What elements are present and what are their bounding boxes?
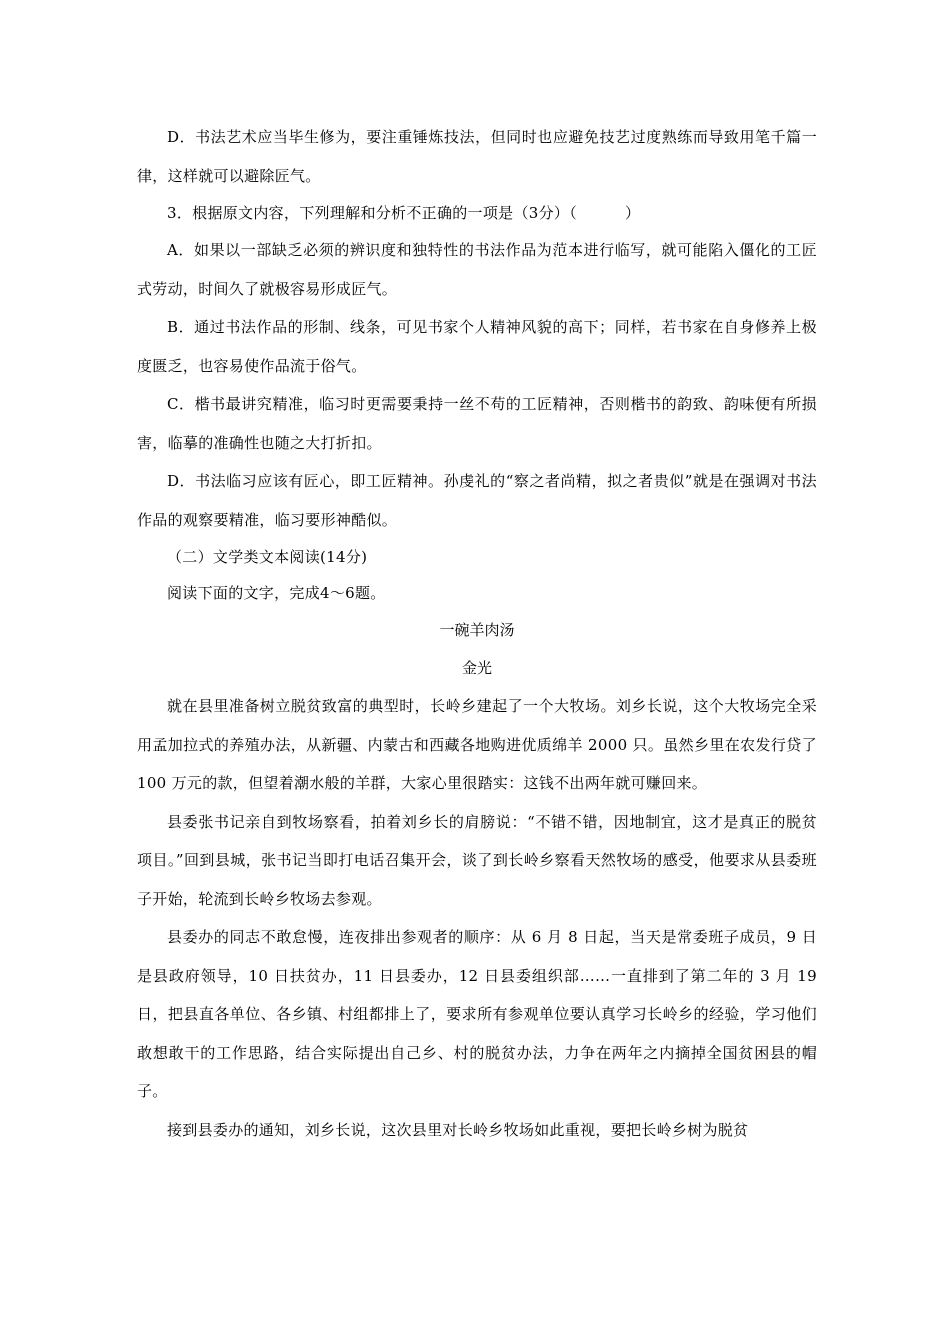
question2-option-d: D．书法艺术应当毕生修为，要注重锤炼技法，但同时也应避免技艺过度熟练而导致用笔千篇一律，这样就可以避除匠气。 [137, 128, 817, 185]
question3-stem-text: 3．根据原文内容，下列理解和分析不正确的一项是（3分）（ [167, 204, 577, 222]
document-page [137, 118, 817, 1149]
story-paragraph-3: 县委办的同志不敢怠慢，连夜排出参观者的顺序：从 6 月 8 日起，当天是常委班子成员，9 日是县政府领导，10 日扶贫办，11 日县委办，12 日县委组织部……一直排到了第二年的 3 月 19 日，把县直各单位、各乡镇、村组都排上了，要求所有参观单位要认真学习长岭乡的经验，学习他们敢想敢干的工作思路，结合实际提出自己乡、村的脱贫办法，力争在两年之内摘掉全国贫困县的帽子。 [137, 928, 817, 1100]
question3-option-b: B．通过书法作品的形制、线条，可见书家个人精神风貌的高下；同样，若书家在自身修养上极度匮乏，也容易使作品流于俗气。 [137, 318, 817, 375]
story-paragraph-1: 就在县里准备树立脱贫致富的典型时，长岭乡建起了一个大牧场。刘乡长说，这个大牧场完全采用孟加拉式的养殖办法，从新疆、内蒙古和西藏各地购进优质绵羊 2000 只。虽然乡里在农发行贷了 100 万元的款，但望着潮水般的羊群，大家心里很踏实：这钱不出两年就可赚回来。 [137, 697, 817, 792]
question3-option-a: A．如果以一部缺乏必须的辨识度和独特性的书法作品为范本进行临写，就可能陷入僵化的工匠式劳动，时间久了就极容易形成匠气。 [137, 241, 817, 298]
story-author: 金光 [461, 659, 492, 677]
story-title: 一碗羊肉汤 [439, 621, 515, 639]
section-heading: （二）文学类文本阅读(14分) [167, 548, 368, 566]
reading-instruction: 阅读下面的文字，完成4～6题。 [167, 584, 386, 602]
question3-stem [137, 195, 817, 231]
story-paragraph-4: 接到县委办的通知，刘乡长说，这次县里对长岭乡牧场如此重视，要把长岭乡树为脱贫 [167, 1120, 749, 1139]
question3-option-c: C．楷书最讲究精准，临习时更需要秉持一丝不苟的工匠精神，否则楷书的韵致、韵味便有所损害，临摹的准确性也随之大打折扣。 [137, 395, 817, 452]
story-paragraph-2: 县委张书记亲自到牧场察看，拍着刘乡长的肩膀说：“不错不错，因地制宜，这才是真正的脱贫项目。”回到县城，张书记当即打电话召集开会，谈了到长岭乡察看天然牧场的感受，他要求从县委班子开始，轮流到长岭乡牧场去参观。 [137, 812, 817, 908]
question3-stem-close: ） [625, 204, 641, 222]
question3-option-d: D．书法临习应该有匠心，即工匠精神。孙虔礼的“察之者尚精，拟之者贵似”就是在强调对书法作品的观察要精准，临习要形神酷似。 [137, 472, 817, 529]
